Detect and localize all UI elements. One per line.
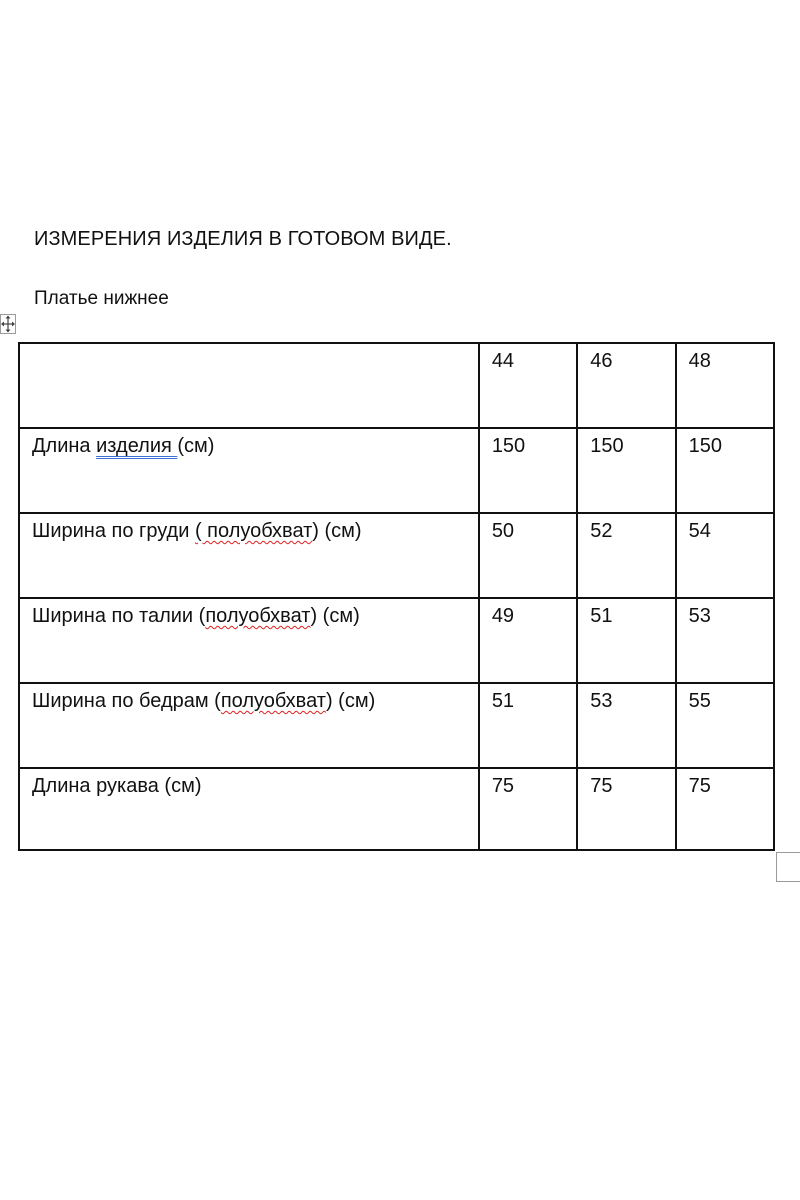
table-cell: 75 bbox=[479, 768, 577, 850]
spelling-mark: полуобхват bbox=[220, 690, 326, 712]
table-cell: 75 bbox=[577, 768, 675, 850]
spelling-mark: полуобхват bbox=[205, 605, 311, 627]
table-cell: 150 bbox=[676, 428, 774, 513]
table-row bbox=[19, 768, 774, 850]
row-label: Ширина по талии (полуобхват) (см) bbox=[19, 598, 479, 683]
resize-handle-icon[interactable] bbox=[776, 852, 800, 882]
table-cell: 53 bbox=[676, 598, 774, 683]
grammar-mark: изделия bbox=[96, 435, 178, 457]
document-title: ИЗМЕРЕНИЯ ИЗДЕЛИЯ В ГОТОВОМ ВИДЕ. bbox=[34, 228, 452, 250]
table-cell: 51 bbox=[479, 683, 577, 768]
document-subtitle: Платье нижнее bbox=[34, 288, 169, 309]
table-cell: 75 bbox=[676, 768, 774, 850]
table-corner-cell bbox=[19, 343, 479, 428]
table-row bbox=[19, 598, 774, 683]
size-header-cell: 48 bbox=[676, 343, 774, 428]
table-cell: 150 bbox=[479, 428, 577, 513]
move-arrows-icon[interactable] bbox=[0, 314, 16, 334]
row-label: Ширина по бедрам (полуобхват) (см) bbox=[19, 683, 479, 768]
table-header-row bbox=[19, 343, 774, 428]
row-label: Ширина по груди ( полуобхват) (см) bbox=[19, 513, 479, 598]
table-cell: 49 bbox=[479, 598, 577, 683]
table-row bbox=[19, 683, 774, 768]
table-cell: 53 bbox=[577, 683, 675, 768]
row-label: Длина рукава (см) bbox=[19, 768, 479, 850]
table-cell: 150 bbox=[577, 428, 675, 513]
size-measurements-table bbox=[18, 342, 775, 851]
table-cell: 54 bbox=[676, 513, 774, 598]
row-label: Длина изделия (см) bbox=[19, 428, 479, 513]
size-header-cell: 46 bbox=[577, 343, 675, 428]
table-row bbox=[19, 513, 774, 598]
size-header-cell: 44 bbox=[479, 343, 577, 428]
spelling-mark: ( полуобхват bbox=[194, 520, 313, 542]
table-cell: 51 bbox=[577, 598, 675, 683]
table-cell: 55 bbox=[676, 683, 774, 768]
table-row bbox=[19, 428, 774, 513]
table-cell: 50 bbox=[479, 513, 577, 598]
table-cell: 52 bbox=[577, 513, 675, 598]
